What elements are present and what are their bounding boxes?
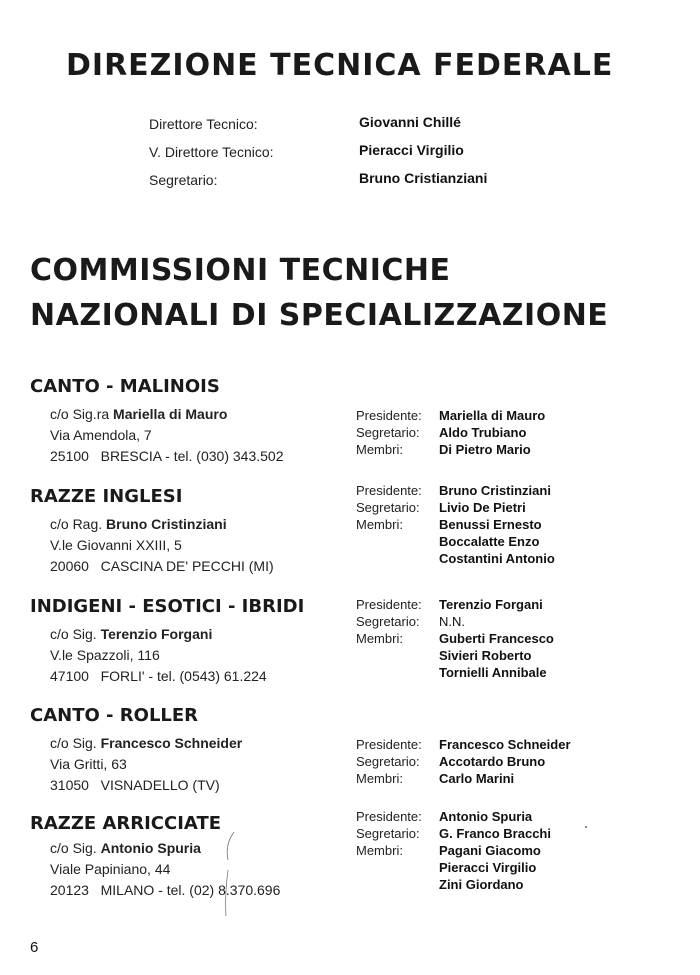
membro-name: Zini Giordano [439, 877, 524, 892]
section-title: INDIGENI - ESOTICI - IBRIDI [30, 596, 305, 617]
address-line-3: 20060 CASCINA DE' PECCHI (MI) [50, 558, 274, 574]
roles-labels [356, 407, 422, 458]
segretario-label: Segretario: [356, 826, 420, 841]
address-name: Antonio Spuria [100, 840, 201, 856]
address-prefix: c/o Sig.ra [50, 406, 110, 422]
direzione-name-3: Bruno Cristianziani [359, 170, 488, 186]
commissioni-title-line1: COMMISSIONI TECNICHE [30, 253, 451, 288]
section-address [50, 514, 274, 577]
address-line-3: 47100 FORLI' - tel. (0543) 61.224 [50, 668, 267, 684]
membro-name: Sivieri Roberto [439, 648, 532, 663]
roles-labels [356, 482, 422, 533]
segretario-label: Segretario: [356, 614, 420, 629]
membro-name: Di Pietro Mario [439, 442, 531, 457]
address-line-2: Via Amendola, 7 [50, 427, 152, 443]
direzione-role-2: V. Direttore Tecnico: [149, 144, 274, 160]
segretario-label: Segretario: [356, 425, 420, 440]
address-prefix: c/o Sig. [50, 735, 97, 751]
section-address [50, 733, 242, 796]
section-address [50, 838, 280, 901]
membro-name: Pieracci Virgilio [439, 860, 537, 875]
section-title: CANTO - ROLLER [30, 705, 199, 726]
roles-values [439, 596, 554, 681]
membro-name: Boccalatte Enzo [439, 534, 540, 549]
membro-name: Benussi Ernesto [439, 517, 542, 532]
address-line-2: Via Gritti, 63 [50, 756, 127, 772]
roles-labels [356, 736, 422, 787]
section-address [50, 624, 267, 687]
membri-label: Membri: [356, 442, 403, 457]
roles-labels [356, 596, 422, 647]
membro-name: Costantini Antonio [439, 551, 555, 566]
presidente-label: Presidente: [356, 737, 422, 752]
membro-name: Guberti Francesco [439, 631, 554, 646]
presidente-label: Presidente: [356, 483, 422, 498]
roles-values [439, 808, 551, 893]
page-number: 6 [30, 939, 39, 956]
address-line-3: 31050 VISNADELLO (TV) [50, 777, 220, 793]
membri-label: Membri: [356, 843, 403, 858]
address-prefix: c/o Sig. [50, 626, 97, 642]
commissioni-title-line2: NAZIONALI DI SPECIALIZZAZIONE [30, 298, 609, 333]
address-line-1 [50, 733, 242, 754]
address-line-3: 20123 MILANO - tel. (02) 8.370.696 [50, 882, 281, 898]
section-title: RAZZE INGLESI [30, 486, 183, 507]
roles-labels [356, 808, 422, 859]
presidente-name: Bruno Cristinziani [439, 483, 551, 498]
membro-name: Tornielli Annibale [439, 665, 547, 680]
presidente-label: Presidente: [356, 408, 422, 423]
direzione-name-1: Giovanni Chillé [359, 114, 461, 130]
address-line-3: 25100 BRESCIA - tel. (030) 343.502 [50, 448, 284, 464]
segretario-name: G. Franco Bracchi [439, 826, 551, 841]
address-prefix: c/o Rag. [50, 516, 103, 532]
presidente-name: Antonio Spuria [439, 809, 533, 824]
segretario-name: Livio De Pietri [439, 500, 526, 515]
segretario-label: Segretario: [356, 754, 420, 769]
roles-values [439, 482, 555, 567]
direzione-role-3: Segretario: [149, 172, 218, 188]
address-line-1 [50, 514, 274, 535]
direzione-name-2: Pieracci Virgilio [359, 142, 464, 158]
direzione-title: DIREZIONE TECNICA FEDERALE [66, 48, 614, 83]
address-line-2: V.le Spazzoli, 116 [50, 647, 160, 663]
address-line-2: Viale Papiniano, 44 [50, 861, 171, 877]
membro-name: Carlo Marini [439, 771, 515, 786]
roles-values [439, 407, 545, 458]
membri-label: Membri: [356, 631, 403, 646]
address-prefix: c/o Sig. [50, 840, 97, 856]
presidente-name: Terenzio Forgani [439, 597, 543, 612]
direzione-role-1: Direttore Tecnico: [149, 116, 258, 132]
section-title: RAZZE ARRICCIATE [30, 813, 222, 834]
segretario-label: Segretario: [356, 500, 420, 515]
segretario-name: Aldo Trubiano [439, 425, 527, 440]
address-name: Francesco Schneider [100, 735, 243, 751]
address-line-2: V.le Giovanni XXIII, 5 [50, 537, 182, 553]
presidente-label: Presidente: [356, 597, 422, 612]
membri-label: Membri: [356, 771, 403, 786]
section-address [50, 404, 283, 467]
roles-values [439, 736, 571, 787]
address-name: Bruno Cristinziani [106, 516, 227, 532]
segretario-name: N.N. [439, 614, 465, 629]
presidente-name: Mariella di Mauro [439, 408, 546, 423]
address-line-1 [50, 624, 267, 645]
membro-name: Pagani Giacomo [439, 843, 541, 858]
segretario-name: Accotardo Bruno [439, 754, 546, 769]
address-line-1 [50, 838, 280, 859]
address-line-1 [50, 404, 283, 425]
address-name: Terenzio Forgani [100, 626, 213, 642]
speck [585, 826, 587, 828]
section-title: CANTO - MALINOIS [30, 376, 220, 397]
address-name: Mariella di Mauro [113, 406, 228, 422]
pen-mark [212, 830, 238, 920]
presidente-name: Francesco Schneider [439, 737, 571, 752]
membri-label: Membri: [356, 517, 403, 532]
presidente-label: Presidente: [356, 809, 422, 824]
